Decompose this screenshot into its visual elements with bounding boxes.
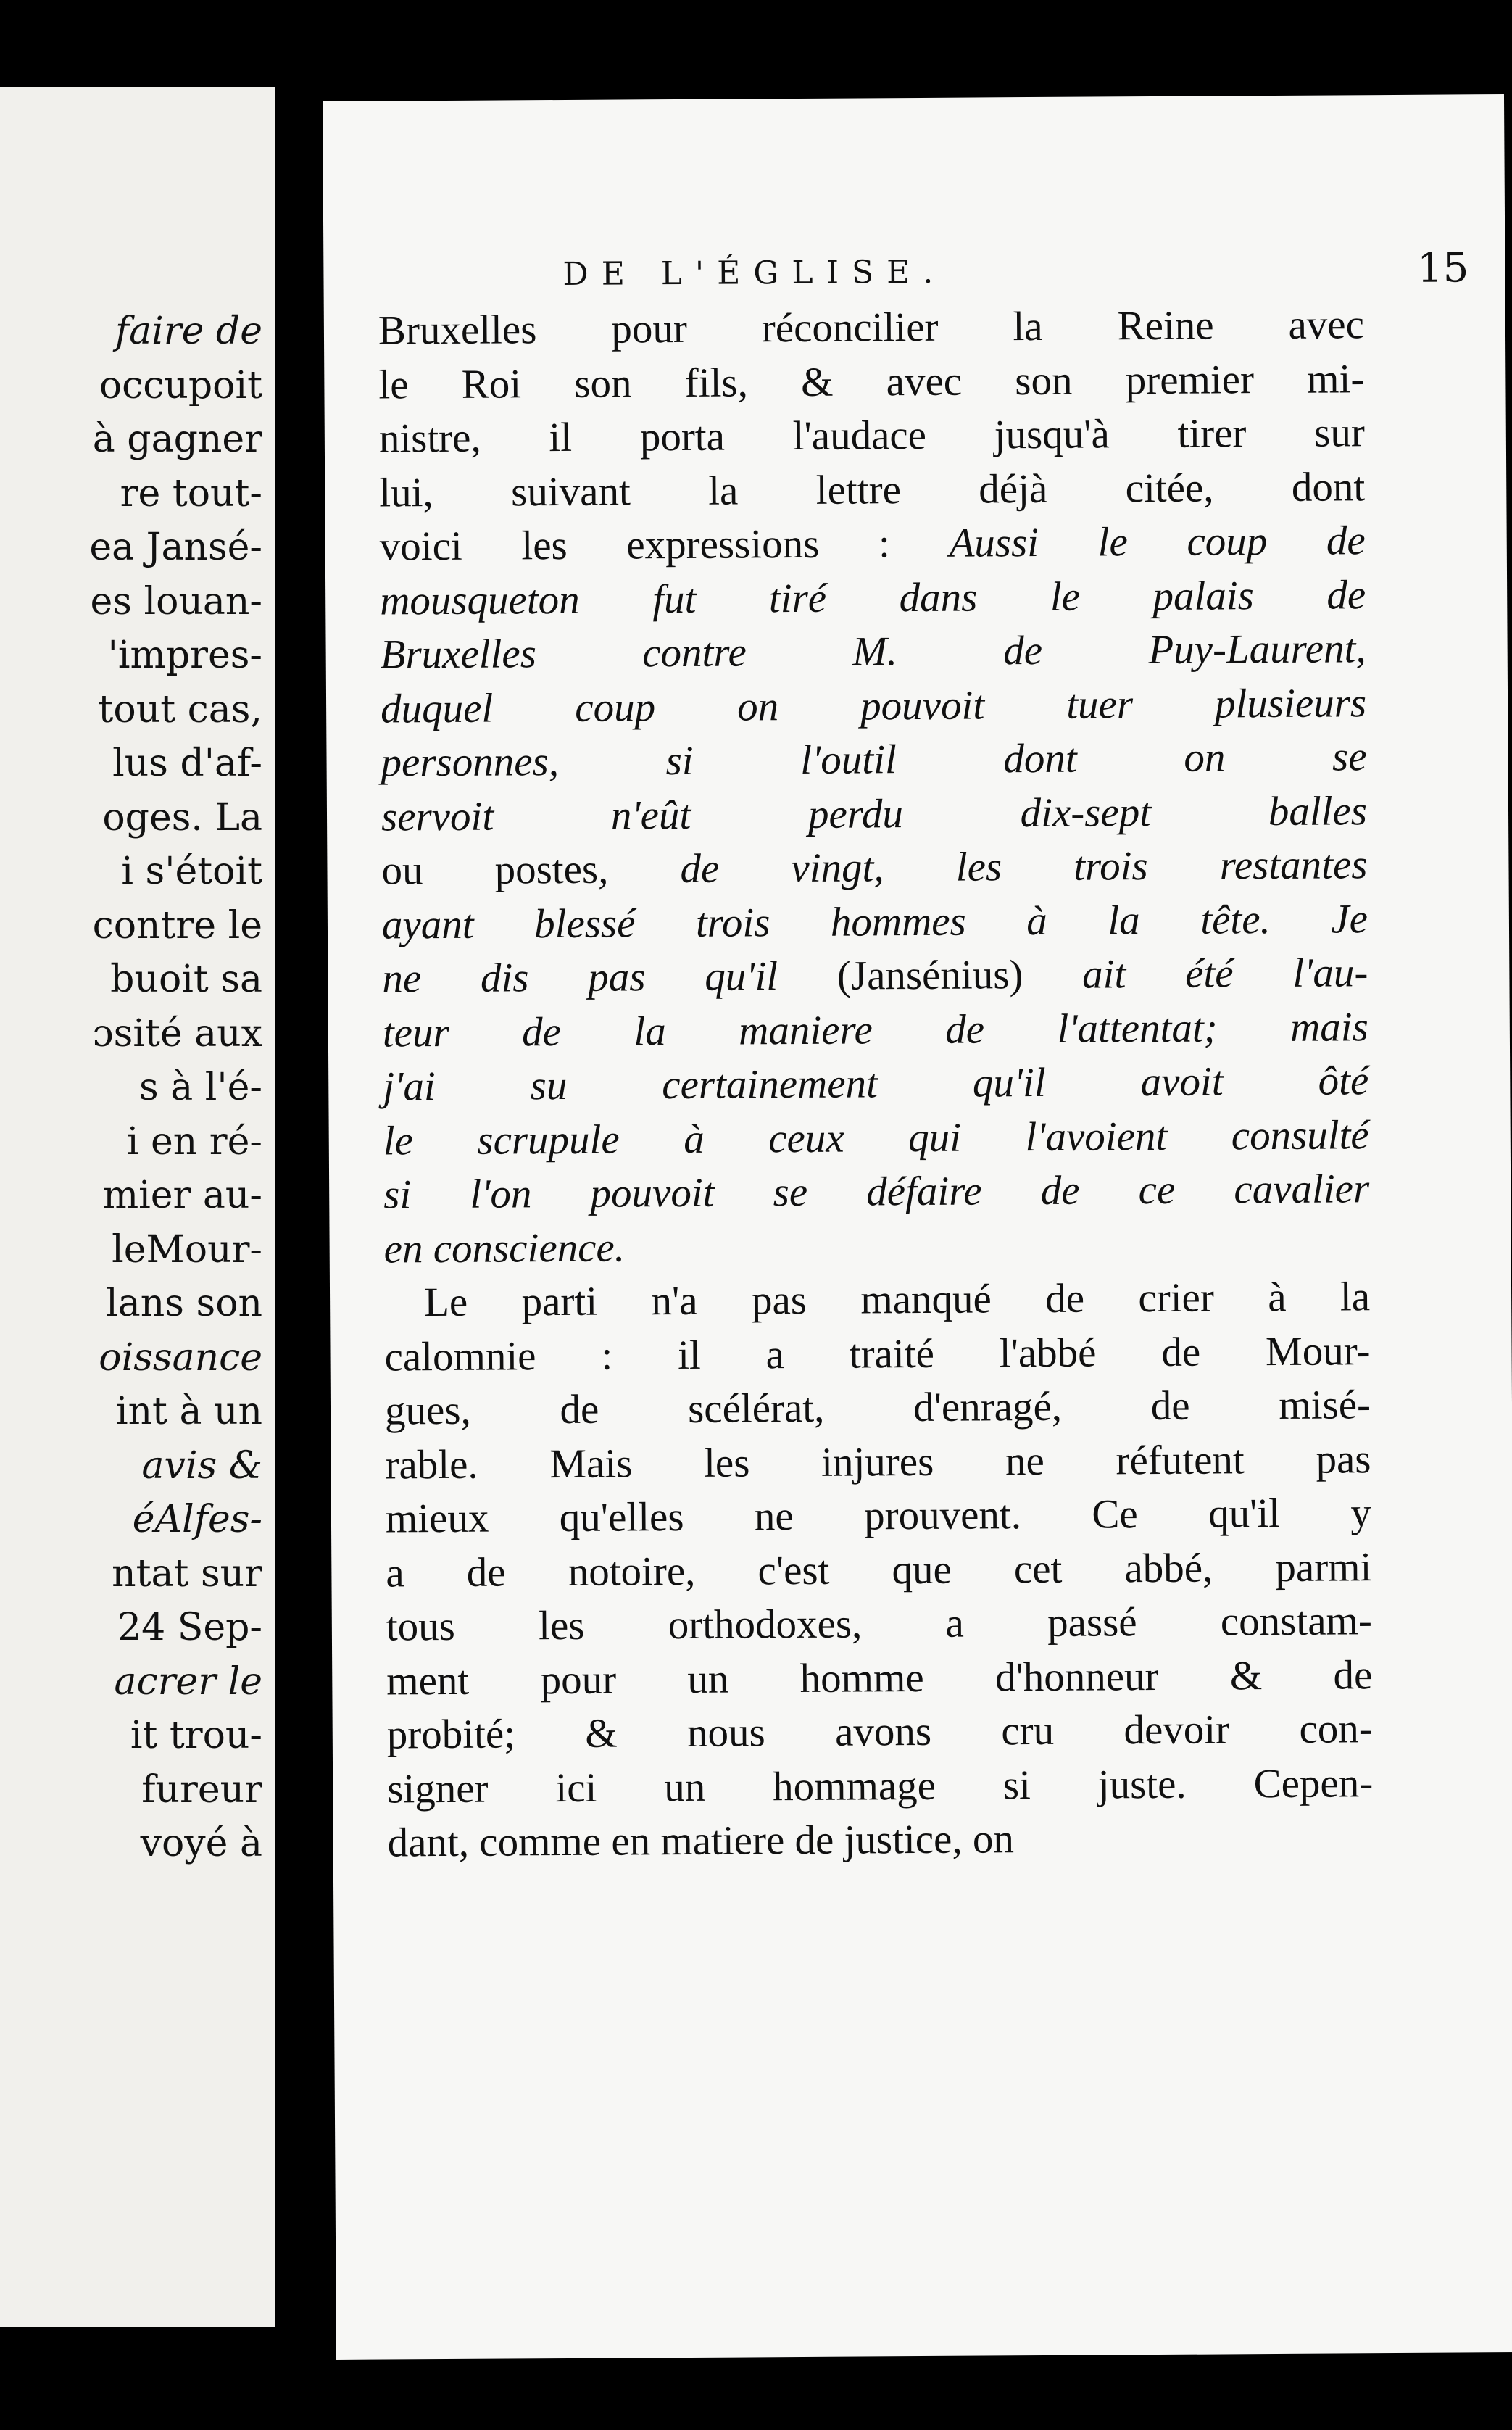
roman-segment: dant, comme en matiere de justice, on (387, 1816, 1015, 1866)
text-line (380, 514, 1366, 574)
roman-segment: signer ici un hommage si juste. Cepen- (387, 1759, 1374, 1812)
text-line (384, 1324, 1370, 1385)
text-line (380, 622, 1366, 682)
left-page-line: avis & (141, 1443, 262, 1488)
italic-segment: servoit n'eût perdu dix-sept balles (381, 787, 1368, 840)
left-page-line: faire de (115, 310, 262, 353)
right-page (323, 94, 1512, 2360)
roman-segment: lui, suivant la lettre déjà citée, dont (379, 463, 1366, 516)
left-page-line: es louan- (90, 579, 262, 623)
left-page-line: int à un (115, 1390, 262, 1433)
left-page-line: 24 Sep- (117, 1606, 262, 1649)
text-line (379, 460, 1365, 521)
italic-segment: si l'on pouvoit se défaire de ce cavalier (383, 1166, 1370, 1218)
roman-segment: a de notoire, c'est que cet abbé, parmi (386, 1543, 1372, 1596)
text-line (381, 730, 1366, 790)
text-line (378, 298, 1364, 358)
left-page-line: buoit sa (110, 958, 262, 1001)
italic-segment: ait été l'au- (1081, 950, 1368, 998)
roman-segment: mieux qu'elles ne prouvent. Ce qu'il y (385, 1490, 1372, 1542)
text-line (383, 1000, 1368, 1061)
italic-segment: , de vingt, les trois restantes (597, 842, 1368, 892)
left-page-line: voyé à (140, 1822, 262, 1865)
left-page-line: oissance (99, 1335, 262, 1380)
text-line (383, 1054, 1368, 1114)
page-number: 15 (1416, 244, 1469, 292)
roman-segment: gues, de scélérat, d'enragé, de misé- (384, 1382, 1371, 1434)
left-page-line: s à l'é- (138, 1066, 262, 1109)
roman-segment: calomnie : il a traité l'abbé de Mour- (384, 1327, 1371, 1380)
left-page-line: éAlfes- (132, 1498, 262, 1541)
italic-segment: personnes, si l'outil dont on se (381, 734, 1367, 786)
left-page-line: oges. La (102, 795, 262, 839)
text-line (381, 838, 1367, 898)
left-page-line: 'impres- (107, 634, 262, 677)
text-line (382, 946, 1368, 1006)
text-line (386, 1540, 1371, 1601)
text-line (383, 1216, 1369, 1277)
italic-segment: Aussi le coup de (949, 518, 1366, 566)
italic-segment: ne dis pas qu'il (382, 953, 838, 1002)
text-line (386, 1486, 1371, 1546)
roman-segment: ment pour un homme d'honneur & de (386, 1651, 1373, 1704)
roman-segment: rable. Mais les injures ne réfutent pas (385, 1435, 1371, 1488)
left-page-line: occupoit (99, 363, 262, 407)
text-line (385, 1378, 1371, 1438)
running-head (562, 244, 1512, 293)
text-line (383, 1108, 1369, 1169)
italic-segment: le scrupule à ceux qui l'avoient consulté (383, 1111, 1369, 1164)
text-line (385, 1432, 1371, 1493)
left-page-line: re tout- (120, 471, 262, 515)
text-line (378, 352, 1364, 412)
roman-segment: Bruxelles pour réconcilier la Reine avec (378, 302, 1365, 354)
roman-segment: probité; & nous avons cru devoir con- (386, 1706, 1373, 1758)
left-page (0, 87, 275, 2327)
text-line (382, 892, 1368, 953)
text-line (387, 1757, 1373, 1817)
italic-segment: Bruxelles contre M. de Puy-Laurent, (380, 626, 1366, 678)
italic-segment: mousqueton fut tiré dans le palais de (380, 571, 1366, 624)
left-page-line: ɔsité aux (92, 1011, 262, 1056)
italic-segment: j'ai su certainement qu'il avoit ôté (383, 1058, 1369, 1110)
text-line (386, 1594, 1372, 1654)
text-line (383, 1162, 1369, 1222)
left-page-line: contre le (92, 903, 262, 947)
left-page-line: lus d'af- (112, 742, 262, 785)
left-page-line: ea Jansé- (89, 526, 262, 569)
text-line (381, 676, 1366, 737)
roman-segment: tous les orthodoxes, a passé constam- (386, 1598, 1373, 1650)
roman-segment: nistre, il porta l'audace jusqu'à tirer sur (378, 410, 1366, 462)
left-page-line: à gagner (92, 418, 262, 461)
italic-segment: teur de la maniere de l'attentat; mais (382, 1003, 1369, 1056)
text-line (380, 568, 1366, 629)
text-line (387, 1702, 1373, 1762)
roman-segment: (Jansénius) (836, 951, 1083, 999)
left-page-line: it trou- (130, 1714, 262, 1757)
italic-segment: en conscience. (383, 1224, 626, 1272)
left-page-line: i s'étoit (121, 850, 262, 893)
roman-segment: ou postes (381, 846, 599, 894)
roman-segment: Le parti n'a pas manqué de crier à la (423, 1274, 1371, 1326)
text-line (381, 784, 1367, 845)
body-text (378, 298, 1374, 1870)
text-line (379, 406, 1365, 466)
italic-segment: ayant blessé trois hommes à la tête. Je (381, 895, 1368, 948)
roman-segment: le Roi son fils, & avec son premier mi- (378, 355, 1365, 408)
roman-segment: voici les expressions : (379, 520, 950, 570)
left-page-line: fureur (141, 1767, 262, 1812)
left-page-text (89, 304, 262, 1871)
left-page-line: leMour- (112, 1227, 262, 1272)
left-page-line: lans son (106, 1282, 262, 1325)
left-page-line: tout cas, (98, 687, 262, 731)
left-page-line: mier au- (102, 1174, 262, 1217)
italic-segment: duquel coup on pouvoit tuer plusieurs (380, 679, 1367, 732)
left-page-line: ntat sur (112, 1551, 262, 1596)
left-page-line: i en ré- (126, 1119, 262, 1164)
text-line (387, 1810, 1373, 1870)
text-line (386, 1649, 1372, 1709)
text-line (384, 1270, 1370, 1330)
running-head-title: DE L'ÉGLISE. (562, 253, 947, 293)
left-page-line: acrer le (114, 1659, 262, 1704)
